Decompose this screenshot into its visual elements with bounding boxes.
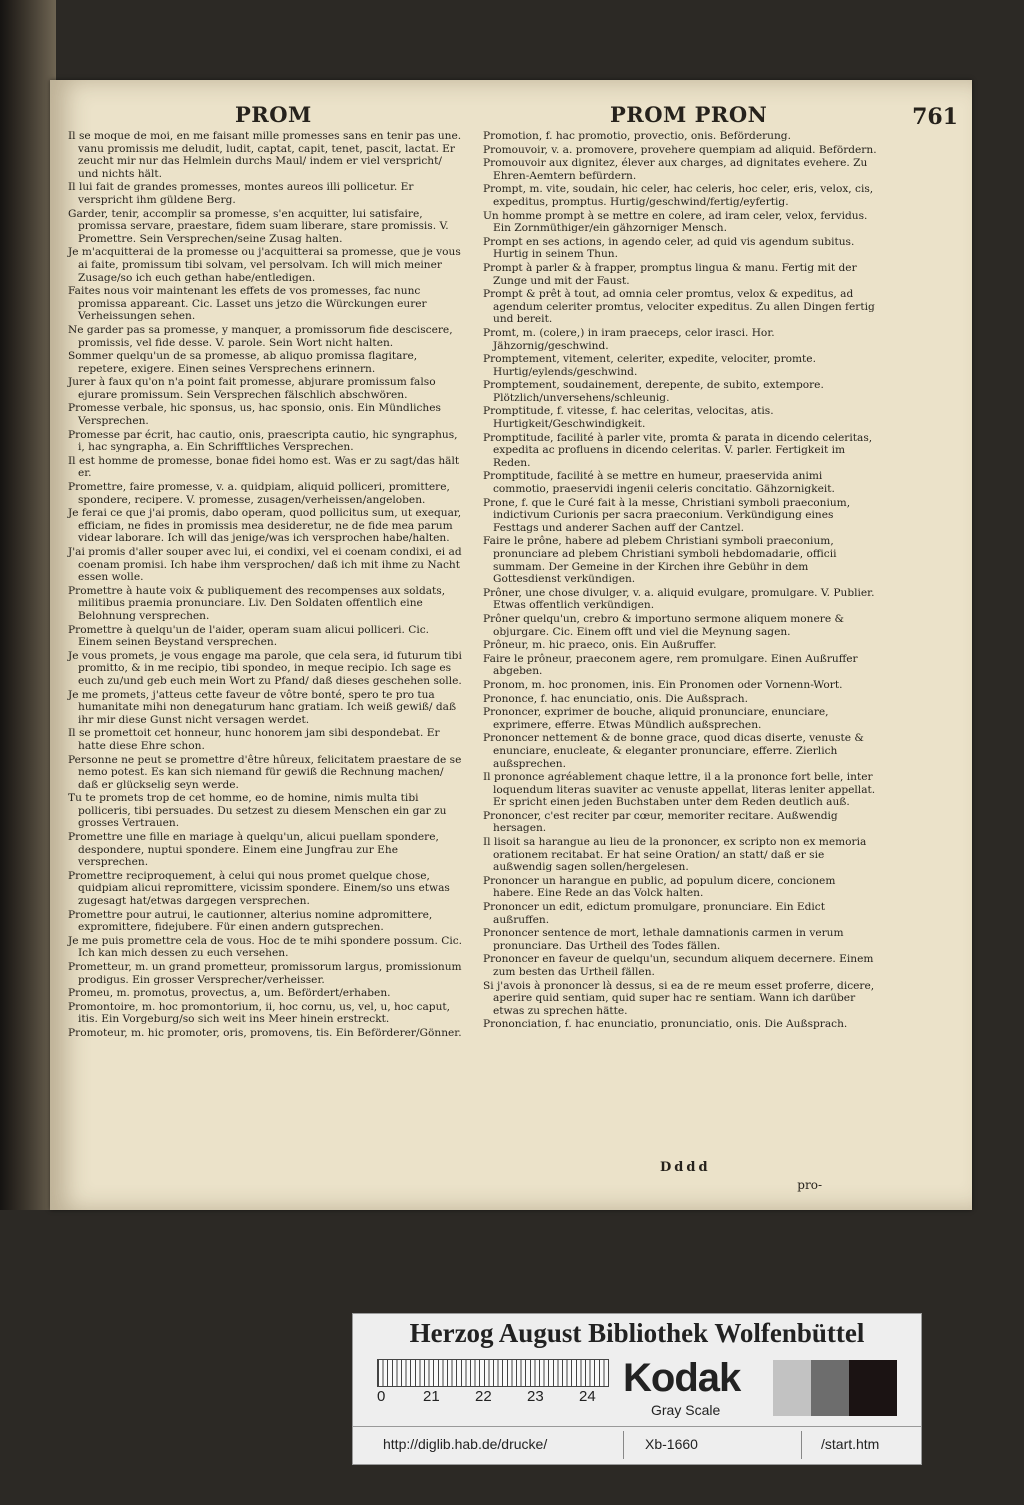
gray-scale-label: Gray Scale (651, 1402, 721, 1418)
footer-divider (623, 1431, 624, 1459)
dictionary-entry: Promptitude, facilité à se mettre en humeur, praeservida animi commotio, praeservidi ingenii celeris concitatio. Gähzornigkeit. (483, 470, 835, 496)
dictionary-entry: Je me promets, j'atteus cette faveur de vôtre bonté, spero te pro tua humanitate mihi non denegaturum hanc gratiam. Ich weiß gewiß/ daß ihr mir diese Gunst nicht versagen werdet. (68, 688, 457, 726)
dictionary-entry: Promettre, faire promesse, v. a. quidpiam, aliquid polliceri, promittere, spondere, recipere. V. promesse, zusagen/verheissen/angeloben. (68, 481, 450, 506)
ruler-label: 22 (475, 1388, 492, 1405)
dictionary-entry: Il se moque de moi, en me faisant mille promesses sans en tenir pas une. vanu promissis me deludit, ludit, captat, capit, tenet, pascit, lactat. Er zeucht mir nur das Helmlein durchs Maul/ indem er viel verspricht/ und nichts hält. (68, 130, 462, 180)
gray-swatch-light (773, 1360, 811, 1416)
dictionary-entry: Jurer à faux qu'on n'a point fait promesse, abjurare promissum falso ejurare promissum. Sein Versprechen fälschlich abschwören. (68, 376, 436, 401)
dictionary-entry: Je me puis promettre cela de vous. Hoc de te mihi spondere possum. Cic. Ich kan mich dessen zu euch versehen. (68, 934, 463, 960)
color-calibration-target (352, 1313, 922, 1465)
running-head-left: PROM (235, 102, 312, 127)
gray-swatch-black (849, 1360, 897, 1416)
dictionary-entry: Promettre pour autrui, le cautionner, alterius nomine adpromittere, expromittere, fidejubere. Für einen andern gutsprechen. (68, 908, 433, 934)
dictionary-entry: Personne ne peut se promettre d'être hûreux, felicitatem praestare de se nemo potest. Es kan sich niemand für gewiß die Rechnung machen/ daß er glückselig seyn werde. (68, 753, 462, 791)
book-page (50, 80, 972, 1210)
dictionary-entry: Prononciation, f. hac enunciatio, pronunciatio, onis. Die Außsprach. (483, 1018, 848, 1031)
dictionary-entry: Il lui fait de grandes promesses, montes aureos illi pollicetur. Er verspricht ihm güldene Berg. (68, 181, 414, 206)
dictionary-entry: Faire le prône, habere ad plebem Christiani symboli praeconium, pronunciare ad plebem Christiani symboli hebdomadarie, officii summam. Der Gemeine in der Kirchen ihre Gebühr in dem Gottesdienst verkündigen. (483, 535, 837, 586)
dictionary-entry: Promptitude, facilité à parler vite, promta & parata in dicendo celeritas, expedita ac profluens in dicendo celeritas. V. parler. Fertigkeit im Reden. (483, 431, 873, 469)
dictionary-entry: Promesse verbale, hic sponsus, us, hac sponsio, onis. Ein Mündliches Versprechen. (68, 402, 441, 428)
dictionary-entry: Promotion, f. hac promotio, provectio, onis. Beförderung. (483, 130, 791, 142)
dictionary-entry: Prompt en ses actions, in agendo celer, ad quid vis agendum subitus. Hurtig in seinem Thun. (483, 235, 855, 261)
dictionary-entry: Promesse par écrit, hac cautio, onis, praescripta cautio, hic syngraphus, i, hac syngrapha, a. Ein Schrifftliches Versprechen. (68, 428, 458, 454)
target-footer (353, 1426, 921, 1463)
running-head-right: PROM PRON (610, 102, 768, 127)
dictionary-entry: Il se promettoit cet honneur, hunc honorem jam sibi despondebat. Er hatte diese Ehre schon. (68, 727, 440, 752)
dictionary-entry: Prononcer en faveur de quelqu'un, secundum aliquem decernere. Einem zum besten das Urtheil fällen. (483, 953, 874, 978)
dictionary-entry: Il lisoit sa harangue au lieu de la prononcer, ex scripto non ex memoria orationem recitabat. Er hat seine Oration/ an statt/ daß er sie außwendig sagen sollen/hergelesen. (483, 836, 867, 874)
dictionary-entry: Prononcer, c'est reciter par cœur, memoriter recitare. Außwendig hersagen. (483, 809, 838, 835)
dictionary-entry: J'ai promis d'aller souper avec lui, ei condixi, vel ei coenam condixi, ei ad coenam promisi. Ich habe ihm versprochen/ daß ich mit ihme zu Nacht essen wolle. (68, 546, 462, 584)
dictionary-entry: Faire le prôneur, praeconem agere, rem promulgare. Einen Außruffer abgeben. (483, 652, 858, 678)
library-name: Herzog August Bibliothek Wolfenbüttel (409, 1318, 865, 1348)
dictionary-entry: Promptement, soudainement, derepente, de subito, extempore. Plötzlich/unversehens/schleunig. (483, 379, 824, 404)
dictionary-entry: Prononcer, exprimer de bouche, aliquid pronunciare, enunciare, exprimere, efferre. Etwas Mündlich außsprechen. (483, 706, 829, 731)
dictionary-entry: Prôner quelqu'un, crebro & importuno sermone aliquem monere & objurgare. Cic. Einem offt und viel die Meynung sagen. (483, 612, 844, 638)
dictionary-entry: Prôneur, m. hic praeco, onis. Ein Außruffer. (483, 639, 717, 652)
dictionary-entry: Promptitude, f. vitesse, f. hac celeritas, velocitas, atis. Hurtigkeit/Geschwindigkeit. (483, 405, 774, 431)
dictionary-entry: Promouvoir, v. a. promovere, provehere quempiam ad aliquid. Befördern. (483, 143, 877, 156)
dictionary-entry: Promeu, m. promotus, provectus, a, um. Befördert/erhaben. (68, 987, 391, 1000)
dictionary-entry: Garder, tenir, accomplir sa promesse, s'en acquitter, lui satisfaire, promissa servare, praestare, fidem suam liberare, stare promissis. V. Promettre. Sein Versprechen/seine Zusag halten. (68, 207, 449, 245)
ruler-label: 21 (423, 1388, 440, 1405)
dictionary-entry: Il prononce agréablement chaque lettre, il a la prononce fort belle, inter loquendum literas suaviter ac venuste appellat, literas leniter appellat. Er spricht einen jeden Buchstaben unter dem Reden deutlich auß. (483, 771, 876, 809)
dictionary-entry: Prononcer nettement & de bonne grace, quod dicas diserte, venuste & enunciare, enucleate, & eleganter pronunciare, efferre. Zierlich außsprechen. (483, 732, 864, 770)
dictionary-entry: Promettre à quelqu'un de l'aider, operam suam alicui polliceri. Cic. Einem seinen Beystand versprechen. (68, 623, 430, 649)
dictionary-entry: Promt, m. (colere,) in iram praeceps, celor irasci. Hor. Jähzornig/geschwind. (483, 326, 775, 352)
dictionary-entry: Tu te promets trop de cet homme, eo de homine, nimis multa tibi polliceris, tibi persuades. Du setzest zu diesem Menschen ein gar zu grosses Vertrauen. (68, 792, 447, 830)
dictionary-entry: Je m'acquitterai de la promesse ou j'acquitterai sa promesse, que je vous ai faite, promissum tibi solvam, vel persolvam. Ich will mich meiner Zusage/so ich euch gethan habe/entledigen. (68, 246, 461, 284)
dictionary-entry: Prometteur, m. un grand prometteur, promissorum largus, promissionum prodigus. Ein grosser Versprecher/verheisser. (68, 961, 462, 986)
source-url: http://diglib.hab.de/drucke/ (383, 1436, 548, 1452)
ruler-label: 0 (377, 1388, 386, 1405)
scale-ruler (377, 1359, 609, 1387)
dictionary-entry: Promettre reciproquement, à celui qui nous promet quelque chose, quidpiam alicui repromittere, vicissim spondere. Einem/so uns etwas zugesagt hat/etwas dargegen versprechen. (68, 869, 450, 908)
dictionary-entry: Il est homme de promesse, bonae fidei homo est. Was er zu sagt/das hält er. (68, 454, 460, 480)
dictionary-entry: Je vous promets, je vous engage ma parole, que cela sera, id futurum tibi promitto, & in me recipio, tibi spondeo, in meque recipio. Ich sage es euch zu/und geb euch mein Wort zu Pfand/ daß dieses geschehen solle. (68, 649, 462, 687)
dictionary-entry: Prononcer un edit, edictum promulgare, pronunciare. Ein Edict außruffen. (483, 901, 825, 926)
footer-divider (801, 1431, 802, 1459)
ruler-label: 23 (527, 1388, 544, 1405)
left-column (68, 130, 463, 1041)
dictionary-entry: Prôner, une chose divulger, v. a. aliquid evulgare, promulgare. V. Publier. Etwas offentlich verkündigen. (483, 586, 875, 612)
dictionary-entry: Prompt à parler & à frapper, promptus lingua & manu. Fertig mit der Zunge und mit der Faust. (483, 261, 857, 287)
dictionary-entry: Prompt, m. vite, soudain, hic celer, hac celeris, hoc celer, eris, velox, cis, expeditus, promptus. Hurtig/geschwind/fertig/eyfertig. (483, 183, 874, 208)
dictionary-entry: Si j'avois à prononcer là dessus, si ea de re meum esset proferre, dicere, aperire quid sentiam, quid super hac re sentiam. Wann ich darüber etwas zu sprechen hätte. (483, 979, 875, 1017)
kodak-logo: Kodak (623, 1356, 741, 1400)
ruler-labels (377, 1388, 617, 1406)
dictionary-entry: Promptement, vitement, celeriter, expedite, velociter, promte. Hurtig/eylends/geschwind. (483, 353, 816, 378)
page-number: 761 (912, 104, 958, 130)
dictionary-entry: Promettre une fille en mariage à quelqu'un, alicui puellam spondere, despondere, nuptui spondere. Einem eine Jungfrau zur Ehe versprechen. (68, 831, 439, 869)
dictionary-entry: Prone, f. que le Curé fait à la messe, Christiani symboli praeconium, indictivum Curionis per sacra praeconium. Verkündigung eines Festtags und anderer Sachen auff der Cantzel. (483, 496, 851, 534)
signature-mark: Dddd (660, 1160, 711, 1175)
dictionary-entry: Pronom, m. hoc pronomen, inis. Ein Pronomen oder Vornenn-Wort. (483, 678, 843, 691)
dictionary-entry: Prononcer un harangue en public, ad populum dicere, concionem habere. Eine Rede an das Volck halten. (483, 874, 836, 900)
ruler-label: 24 (579, 1388, 596, 1405)
dictionary-entry: Prononce, f. hac enunciatio, onis. Die Außsprach. (483, 692, 748, 705)
dictionary-entry: Promettre à haute voix & publiquement des recompenses aux soldats, militibus praemia pronunciare. Liv. Den Soldaten offentlich eine Belohnung versprechen. (68, 584, 446, 622)
shelfmark: Xb-1660 (645, 1436, 698, 1452)
dictionary-entry: Un homme prompt à se mettre en colere, ad iram celer, velox, fervidus. Ein Zornmüthiger/ein gähzorniger Mensch. (483, 209, 868, 235)
dictionary-entry: Promontoire, m. hoc promontorium, ii, hoc cornu, us, vel, u, hoc caput, itis. Ein Vorgeburg/so sich weit ins Meer hinein erstreckt. (68, 1000, 451, 1026)
gray-swatch-dark (811, 1360, 849, 1416)
dictionary-entry: Faites nous voir maintenant les effets de vos promesses, fac nunc promissa appareant. Cic. Lasset uns jetzo die Würckungen eurer Verheissungen sehen. (68, 285, 427, 323)
dictionary-entry: Promoteur, m. hic promoter, oris, promovens, tis. Ein Beförderer/Gönner. (68, 1026, 462, 1039)
dictionary-entry: Je ferai ce que j'ai promis, dabo operam, quod pollicitus sum, ut exequar, efficiam, ne fides in promissis mea desideretur, ne de fide mea parum videar laborare. Ich will das jenige/was ich versprochen habe/halten. (68, 507, 462, 545)
right-column (483, 130, 878, 1032)
dictionary-entry: Sommer quelqu'un de sa promesse, ab aliquo promissa flagitare, repetere, exigere. Einen seines Versprechens erinnern. (68, 350, 418, 375)
dictionary-entry: Promouvoir aux dignitez, élever aux charges, ad dignitates evehere. Zu Ehren-Aemtern befürdern. (483, 157, 868, 182)
dictionary-entry: Prononcer sentence de mort, lethale damnationis carmen in verum pronunciare. Das Urtheil des Todes fällen. (483, 927, 844, 952)
dictionary-entry: Prompt & prêt à tout, ad omnia celer promtus, velox & expeditus, ad agendum celeriter promtus, velociter expeditus. Zu allen Dingen fertig und bereit. (483, 288, 875, 326)
url-path: /start.htm (821, 1436, 880, 1452)
catchword: pro- (797, 1178, 822, 1192)
book-binding (0, 0, 56, 1210)
dictionary-entry: Ne garder pas sa promesse, y manquer, a promissorum fide desciscere, promissis, vel fide desse. V. parole. Sein Wort nicht halten. (68, 323, 453, 349)
